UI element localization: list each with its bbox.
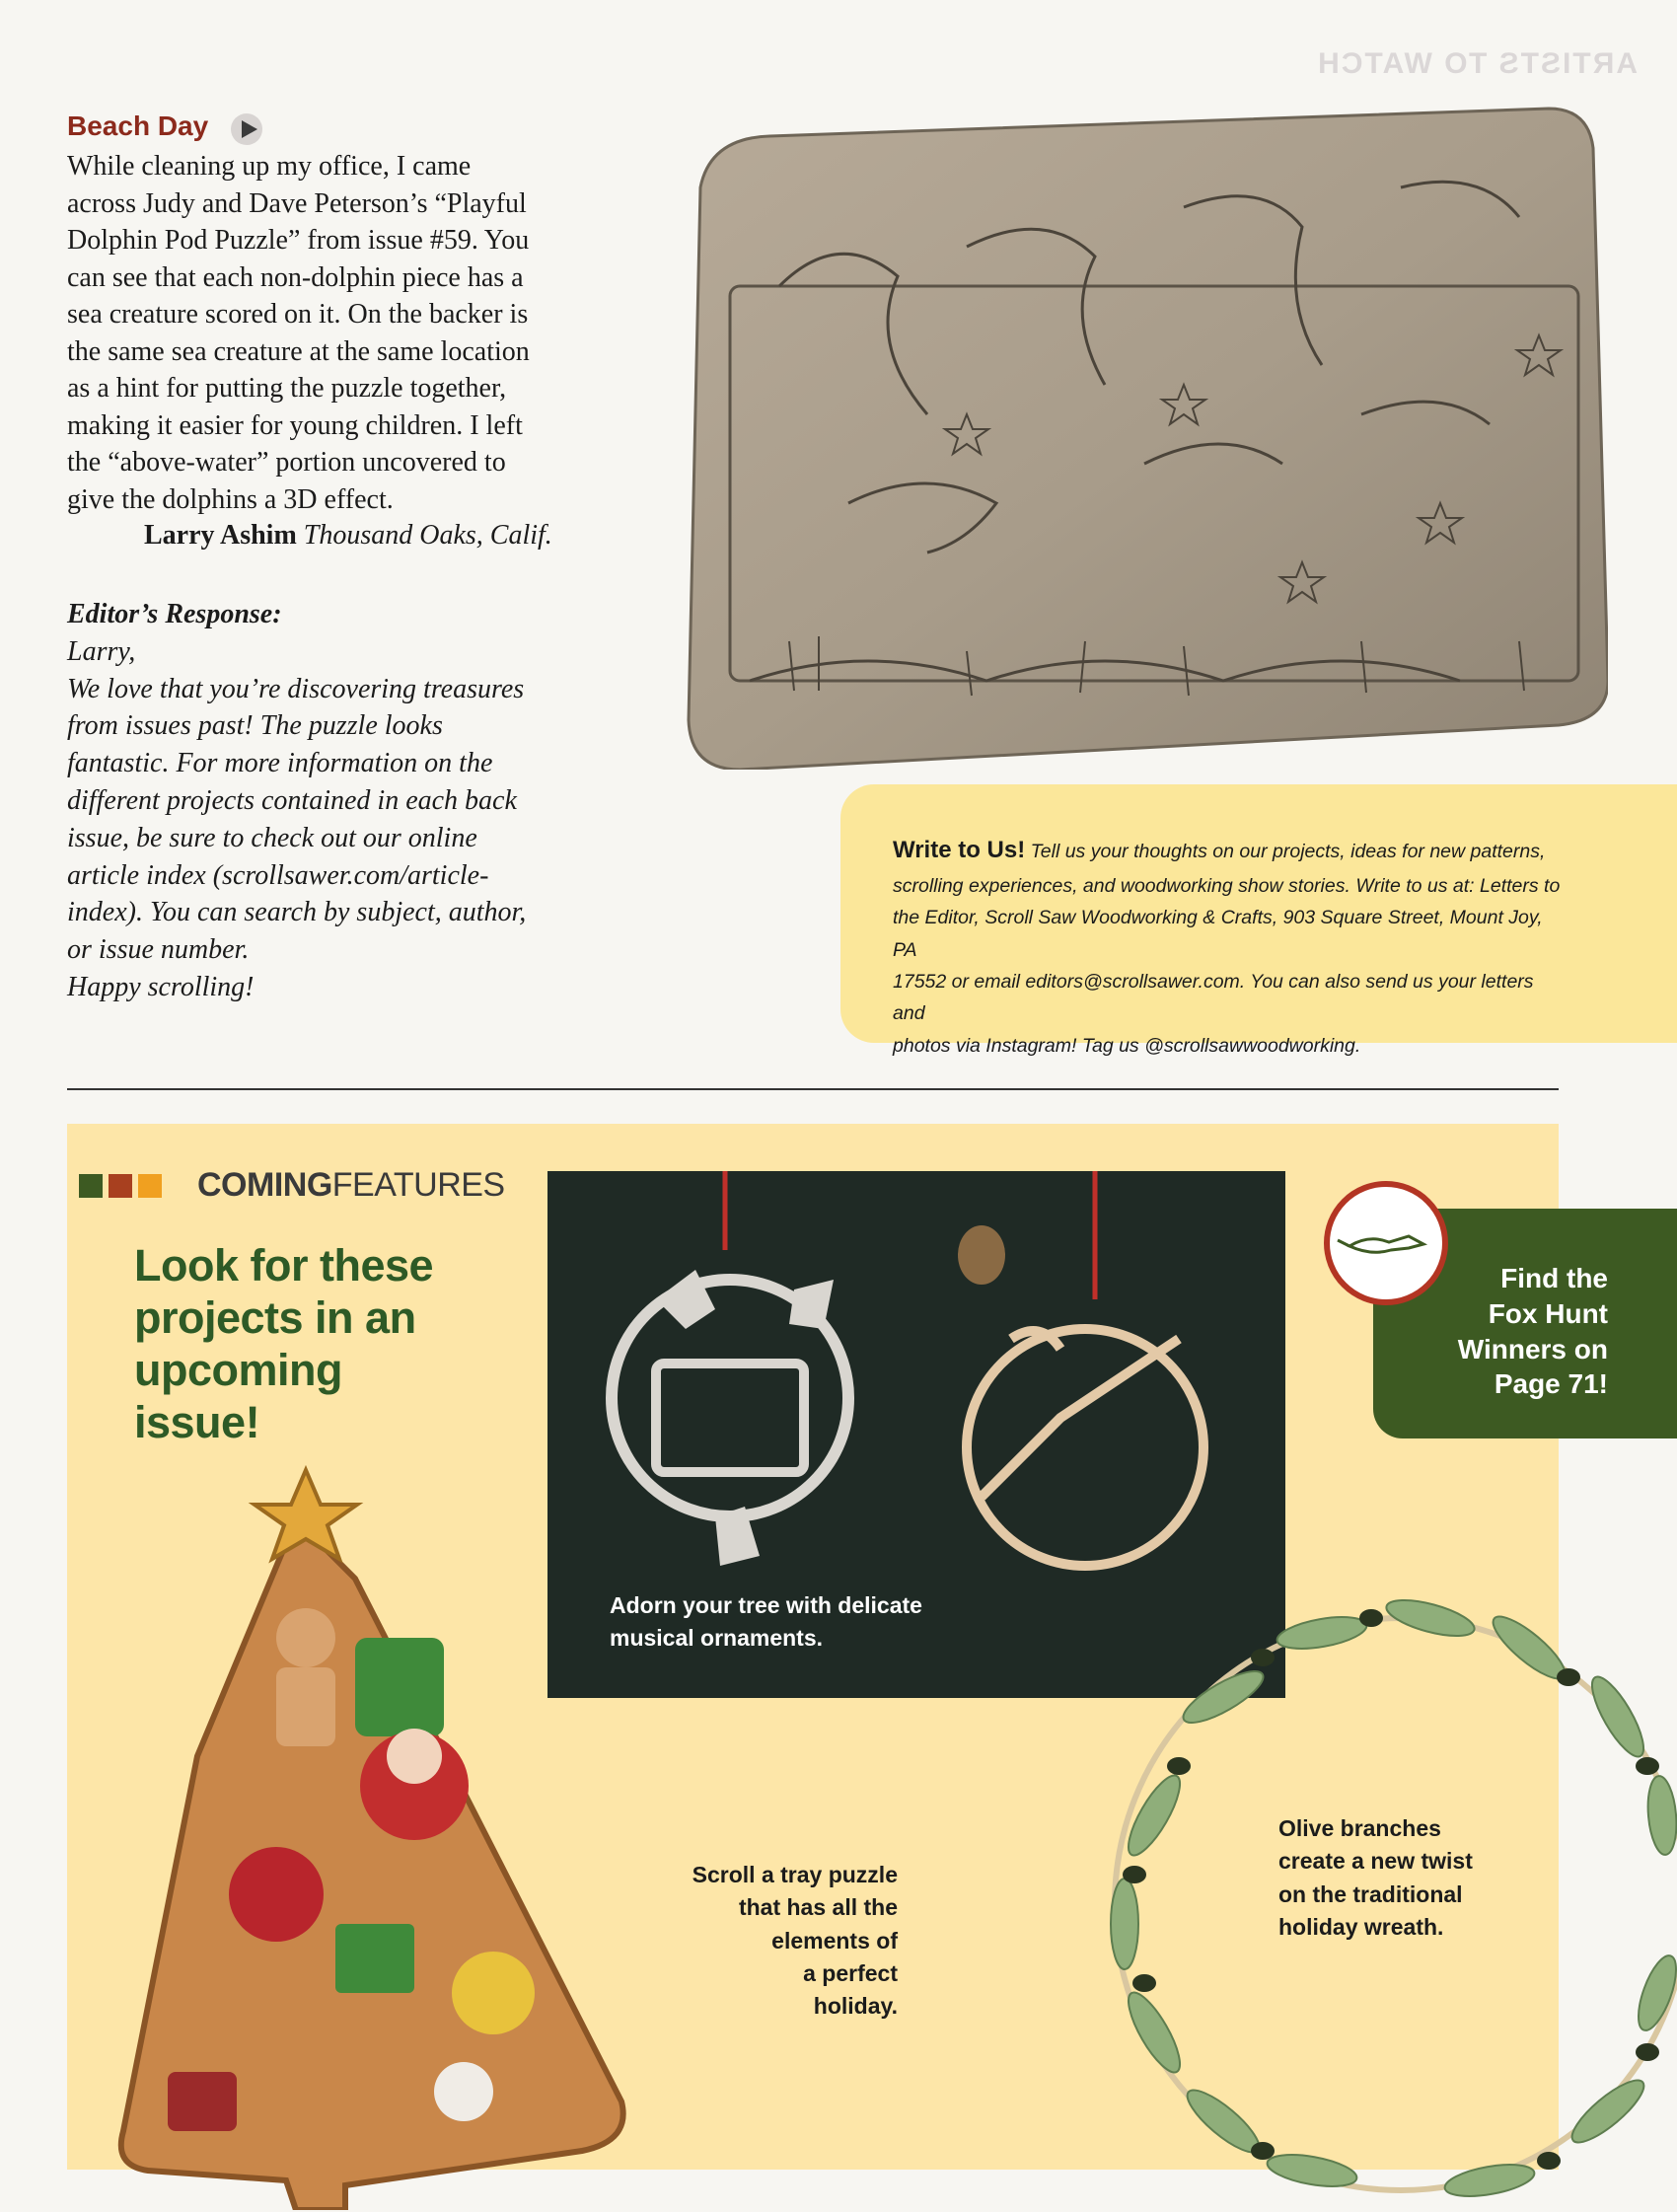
headline-line: issue! (134, 1397, 260, 1448)
play-arrow-icon (229, 111, 264, 147)
write-to-us-text (893, 831, 1564, 1062)
coming-label: COMING (197, 1166, 332, 1204)
editor-line: different projects contained in each back (67, 784, 517, 816)
write-to-us-heading: Write to Us! (893, 837, 1026, 863)
headline-line: upcoming (134, 1345, 342, 1396)
letter-line: Dolphin Pod Puzzle” from issue #59. You (67, 225, 530, 257)
letter-body (67, 148, 629, 518)
features-label: FEATURES (331, 1166, 505, 1204)
letter-line: as a hint for putting the puzzle together, (67, 373, 507, 405)
caption-line: on the traditional (1278, 1880, 1463, 1907)
square-orange (138, 1174, 162, 1198)
fox-hunt-line: Page 71! (1494, 1368, 1608, 1400)
caption-line: musical ornaments. (610, 1625, 824, 1652)
letter-line: sea creature scored on it. On the backer is (67, 299, 529, 331)
fox-hunt-line: Winners on (1457, 1333, 1608, 1364)
write-to-us-line: scrolling experiences, and woodworking show stories. Write to us at: Letters to (893, 874, 1561, 897)
editor-line: We love that you’re discovering treasures (67, 673, 525, 704)
fox-hunt-text (1411, 1261, 1608, 1402)
letter-line: making it easier for young children. I left (67, 409, 523, 441)
caption-line: elements of (771, 1927, 898, 1954)
headline-line: projects in an (134, 1292, 416, 1344)
letter-author: Larry Ashim (144, 520, 297, 551)
feature-squares-icon (79, 1174, 168, 1198)
caption-line: holiday wreath. (1278, 1914, 1444, 1941)
coming-features-headline (134, 1239, 450, 1448)
letter-line: give the dolphins a 3D effect. (67, 483, 394, 515)
letter-signoff (144, 520, 552, 552)
editor-line: from issues past! The puzzle looks (67, 710, 443, 742)
caption-line: a perfect (803, 1960, 898, 1987)
fox-hunt-line: Find the (1500, 1263, 1608, 1293)
wreath-caption (1278, 1812, 1535, 1944)
editor-line: Happy scrolling! (67, 971, 255, 1002)
letter-line: the same sea creature at the same location (67, 335, 530, 367)
caption-line: Adorn your tree with delicate (610, 1592, 922, 1618)
section-divider (67, 1088, 1559, 1090)
ghost-header: ARTISTS TO WATCH (1316, 47, 1638, 80)
caption-line: holiday. (813, 1993, 898, 2020)
fox-hunt-line: Fox Hunt (1488, 1297, 1608, 1329)
letter-location: Thousand Oaks, Calif. (303, 520, 552, 551)
caption-line: Scroll a tray puzzle (692, 1862, 898, 1887)
write-to-us-line-1 (893, 831, 1564, 870)
letter-line: across Judy and Dave Peterson’s “Playful (67, 187, 527, 219)
write-to-us-line: 17552 or email editors@scrollsawer.com. You can also send us your letters and (893, 970, 1534, 1025)
write-to-us-line: photos via Instagram! Tag us @scrollsawwoodworking. (893, 1034, 1361, 1057)
editor-line: Larry, (67, 635, 136, 667)
editor-line: index). You can search by subject, author, (67, 897, 527, 928)
dolphin-puzzle-photo (671, 89, 1608, 770)
letter-line: While cleaning up my office, I came (67, 151, 472, 182)
square-green (79, 1174, 103, 1198)
editor-line: article index (scrollsawer.com/article- (67, 859, 489, 891)
editor-line: issue, be sure to check out our online (67, 822, 477, 853)
write-to-us-line: the Editor, Scroll Saw Woodworking & Crafts, 903 Square Street, Mount Joy, PA (893, 907, 1543, 961)
square-red (109, 1174, 132, 1198)
editor-response (67, 596, 629, 1006)
caption-line: that has all the (738, 1894, 898, 1921)
letter-line: can see that each non-dolphin piece has a (67, 261, 524, 293)
tree-puzzle-photo (109, 1460, 700, 2210)
tree-caption (631, 1859, 898, 2024)
caption-line: create a new twist (1278, 1848, 1473, 1875)
caption-line: Olive branches (1278, 1815, 1441, 1841)
headline-line: Look for these (134, 1240, 434, 1290)
editor-response-heading: Editor’s Response: (67, 599, 282, 629)
write-to-us-line: Tell us your thoughts on our projects, ideas for new patterns, (1030, 841, 1546, 862)
letter-line: the “above-water” portion uncovered to (67, 447, 506, 479)
editor-line: or issue number. (67, 934, 250, 966)
coming-features-label (197, 1166, 505, 1205)
editor-line: fantastic. For more information on the (67, 748, 493, 779)
letter-title: Beach Day (67, 111, 209, 141)
